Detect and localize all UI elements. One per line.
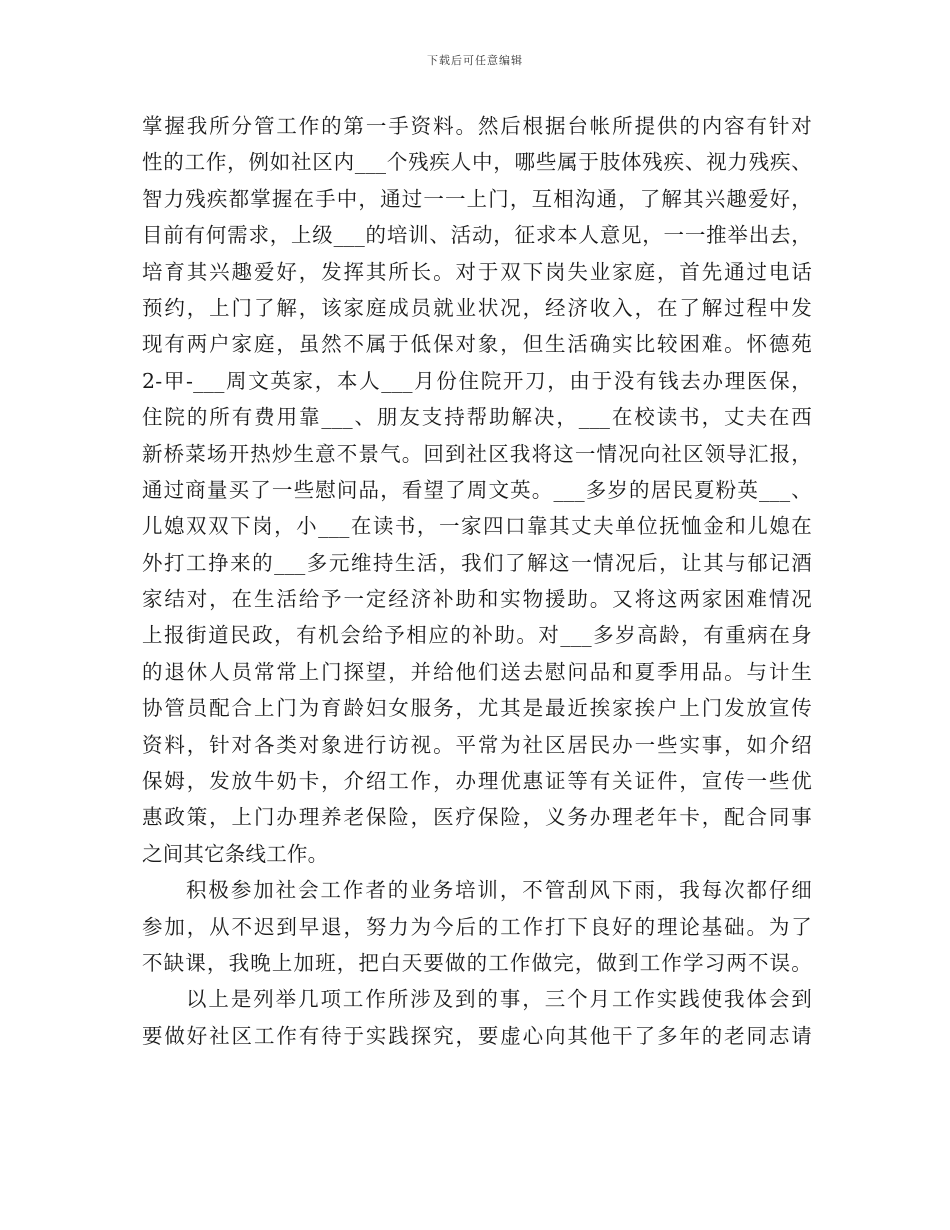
text-line: 培育其兴趣爱好，发挥其所长。对于双下岗失业家庭，首先通过电话 bbox=[142, 259, 812, 284]
text-line: 性的工作，例如社区内___个残疾人中，哪些属于肢体残疾、视力残疾、 bbox=[142, 150, 812, 175]
text-line: 惠政策，上门办理养老保险，医疗保险，义务办理老年卡，配合同事 bbox=[142, 805, 812, 830]
page-header: 下载后可任意编辑 bbox=[427, 54, 523, 67]
text-line: 协管员配合上门为育龄妇女服务，尤其是最近挨家挨户上门发放宣传 bbox=[142, 696, 812, 721]
text-line: 预约，上门了解，该家庭成员就业状况，经济收入，在了解过程中发 bbox=[142, 295, 812, 320]
text-line: 智力残疾都掌握在手中，通过一一上门，互相沟通，了解其兴趣爱好， bbox=[142, 186, 812, 211]
text-line: 通过商量买了一些慰问品，看望了周文英。___多岁的居民夏粉英___、 bbox=[142, 477, 812, 502]
text-line: 现有两户家庭，虽然不属于低保对象，但生活确实比较困难。怀德苑 bbox=[142, 332, 812, 357]
paragraph-first-line: 积极参加社会工作者的业务培训，不管刮风下雨，我每次都仔细 bbox=[186, 878, 812, 903]
text-line: 外打工挣来的___多元维持生活，我们了解这一情况后，让其与郁记酒 bbox=[142, 550, 812, 575]
text-line: 目前有何需求，上级___的培训、活动，征求本人意见，一一推举出去， bbox=[142, 223, 812, 248]
text-line: 之间其它条线工作。 bbox=[142, 841, 329, 866]
text-line: 儿媳双双下岗，小___在读书，一家四口靠其丈夫单位抚恤金和儿媳在 bbox=[142, 514, 812, 539]
text-line: 要做好社区工作有待于实践探究，要虚心向其他干了多年的老同志请 bbox=[142, 1023, 812, 1048]
text-line: 掌握我所分管工作的第一手资料。然后根据台帐所提供的内容有针对 bbox=[142, 114, 812, 138]
text-line: 2-甲-___周文英家，本人___月份住院开刀，由于没有钱去办理医保， bbox=[142, 368, 812, 393]
text-line: 资料，针对各类对象进行访视。平常为社区居民办一些实事，如介绍 bbox=[142, 732, 812, 757]
document-body bbox=[142, 108, 812, 1054]
text-line: 新桥菜场开热炒生意不景气。回到社区我将这一情况向社区领导汇报， bbox=[142, 441, 812, 466]
paragraph-first-line: 以上是列举几项工作所涉及到的事，三个月工作实践使我体会到 bbox=[186, 987, 812, 1012]
text-line: 的退休人员常常上门探望，并给他们送去慰问品和夏季用品。与计生 bbox=[142, 659, 812, 684]
text-line: 家结对，在生活给予一定经济补助和实物援助。又将这两家困难情况 bbox=[142, 587, 812, 612]
text-line: 保姆，发放牛奶卡，介绍工作，办理优惠证等有关证件，宣传一些优 bbox=[142, 769, 812, 794]
text-line: 住院的所有费用靠___、朋友支持帮助解决，___在校读书，丈夫在西 bbox=[142, 405, 812, 430]
text-line: 上报街道民政，有机会给予相应的补助。对___多岁高龄，有重病在身 bbox=[142, 623, 812, 648]
text-line: 参加，从不迟到早退，努力为今后的工作打下良好的理论基础。为了 bbox=[142, 914, 812, 939]
text-line: 不缺课，我晚上加班，把白天要做的工作做完，做到工作学习两不误。 bbox=[142, 950, 812, 975]
